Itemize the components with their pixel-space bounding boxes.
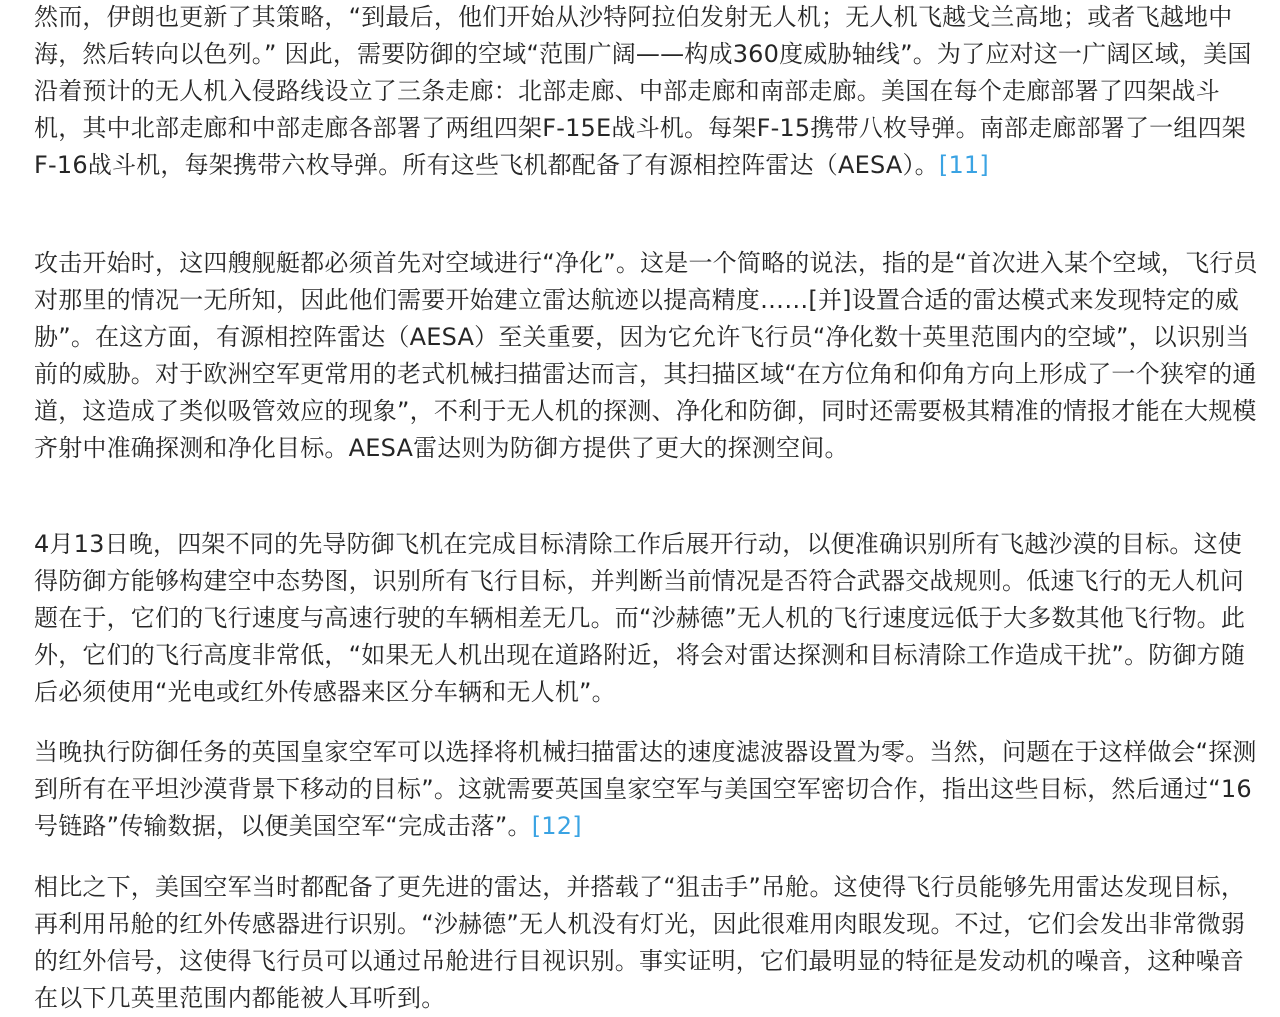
paragraph-1-text: 然而，伊朗也更新了其策略，“到最后，他们开始从沙特阿拉伯发射无人机；无人机飞越戈兰高地；或者飞越地中海，然后转向以色列。” 因此，需要防御的空域“范围广阔——构成360度威胁轴线”。为了应对这一广阔区域，美国沿着预计的无人机入侵路线设立了三条走廊：北部走廊、中部走廊和南部走廊。美国在每个走廊部署了四架战斗机，其中北部走廊和中部走廊各部署了两组四架F-15E战斗机。每架F-15携带八枚导弹。南部走廊部署了一组四架F-16战斗机，每架携带六枚导弹。所有这些飞机都配备了有源相控阵雷达（AESA）。 — [34, 3, 1252, 179]
paragraph-3-text: 4月13日晚，四架不同的先导防御飞机在完成目标清除工作后展开行动，以便准确识别所有飞越沙漠的目标。这使得防御方能够构建空中态势图，识别所有飞行目标，并判断当前情况是否符合武器交战规则。低速飞行的无人机问题在于，它们的飞行速度与高速行驶的车辆相差无几。而“沙赫德”无人机的飞行速度远低于大多数其他飞行物。此外，它们的飞行高度非常低，“如果无人机出现在道路附近，将会对雷达探测和目标清除工作造成干扰”。防御方随后必须使用“光电或红外传感器来区分车辆和无人机”。 — [34, 530, 1246, 706]
footnote-ref-11[interactable]: [11] — [938, 151, 989, 179]
paragraph-3 — [34, 526, 1266, 711]
footnote-ref-12[interactable]: [12] — [531, 812, 582, 840]
paragraph-2-text: 攻击开始时，这四艘舰艇都必须首先对空域进行“净化”。这是一个简略的说法，指的是“首次进入某个空域，飞行员对那里的情况一无所知，因此他们需要开始建立雷达航迹以提高精度……[并]设置合适的雷达模式来发现特定的威胁”。在这方面，有源相控阵雷达（AESA）至关重要，因为它允许飞行员“净化数十英里范围内的空域”，以识别当前的威胁。对于欧洲空军更常用的老式机械扫描雷达而言，其扫描区域“在方位角和仰角方向上形成了一个狭窄的通道，这造成了类似吸管效应的现象”，不利于无人机的探测、净化和防御，同时还需要极其精准的情报才能在大规模齐射中准确探测和净化目标。AESA雷达则为防御方提供了更大的探测空间。 — [34, 249, 1258, 462]
paragraph-4 — [34, 734, 1266, 845]
paragraph-2 — [34, 245, 1266, 467]
paragraph-5 — [34, 869, 1266, 1017]
paragraph-4-text: 当晚执行防御任务的英国皇家空军可以选择将机械扫描雷达的速度滤波器设置为零。当然，问题在于这样做会“探测到所有在平坦沙漠背景下移动的目标”。这就需要英国皇家空军与美国空军密切合作，指出这些目标，然后通过“16号链路”传输数据，以便美国空军“完成击落”。 — [34, 738, 1257, 840]
paragraph-5-text: 相比之下，美国空军当时都配备了更先进的雷达，并搭载了“狙击手”吊舱。这使得飞行员能够先用雷达发现目标，再利用吊舱的红外传感器进行识别。“沙赫德”无人机没有灯光，因此很难用肉眼发现。不过，它们会发出非常微弱的红外信号，这使得飞行员可以通过吊舱进行目视识别。事实证明，它们最明显的特征是发动机的噪音，这种噪音在以下几英里范围内都能被人耳听到。 — [34, 873, 1246, 1012]
paragraph-1 — [34, 0, 1266, 184]
